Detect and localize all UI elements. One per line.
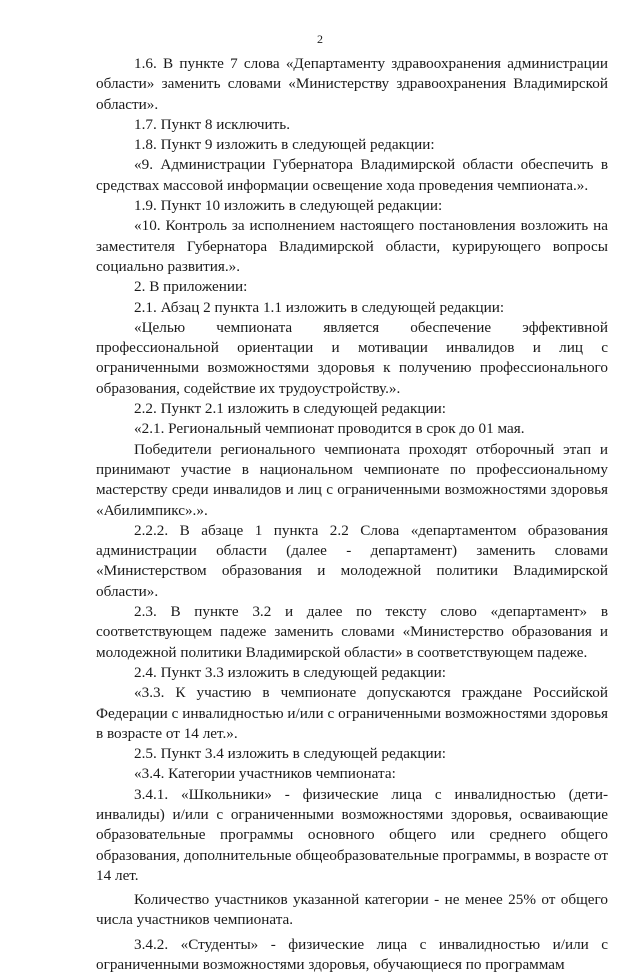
paragraph-2-5: 2.5. Пункт 3.4 изложить в следующей редакции: — [134, 745, 447, 763]
paragraph-2: 2. В приложении: — [134, 278, 248, 296]
paragraph-1-8: 1.8. Пункт 9 изложить в следующей редакции: — [134, 136, 435, 154]
paragraph-3-4-2: 3.4.2. «Студенты» - физические лица с инвалидностью и/или с ограниченными возможностями здоровья, обучающиеся по программам — [96, 935, 608, 974]
page-number: 2 — [317, 32, 323, 46]
paragraph-2-1: 2.1. Абзац 2 пункта 1.1 изложить в следующей редакции: — [134, 298, 505, 316]
paragraph-quota: Количество участников указанной категории - не менее 25% от общего числа участников чемпионата. — [96, 891, 608, 929]
paragraph-1-7: 1.7. Пункт 8 исключить. — [134, 115, 290, 133]
paragraph-1-9: 1.9. Пункт 10 изложить в следующей редакции: — [134, 197, 443, 215]
paragraph-quote-goal: «Целью чемпионата является обеспечение эффективной профессиональной ориентации и мотивации инвалидов и лиц с ограниченными возможностями здоровья к получению профессионального образования, содействие их трудоустройству.». — [96, 318, 608, 397]
paragraph-1-6: 1.6. В пункте 7 слова «Департаменту здравоохранения администрации области» заменить словами «Министерству здравоохранения Владимирской области». — [96, 55, 608, 113]
paragraph-quote-3-3: «3.3. К участию в чемпионате допускаются граждане Российской Федерации с инвалидностью и/или с ограниченными возможностями здоровья в возрасте от 14 лет.». — [96, 684, 608, 742]
paragraph-quote-3-4: «3.4. Категории участников чемпионата: — [134, 765, 396, 783]
paragraph-winners: Победители регионального чемпионата проходят отборочный этап и принимают участие в национальном чемпионате по профессиональному мастерству среди инвалидов и лиц с ограниченными возможностями здоровья «Абилимпикс».». — [96, 440, 608, 519]
document-body — [96, 54, 608, 975]
paragraph-quote-2-1: «2.1. Региональный чемпионат проводится в срок до 01 мая. — [134, 420, 525, 438]
paragraph-2-3: 2.3. В пункте 3.2 и далее по тексту слово «департамент» в соответствующем падеже заменить словами «Министерство образования и молодежной политики Владимирской области» в соответствующем падеже. — [96, 603, 608, 661]
paragraph-quote-10: «10. Контроль за исполнением настоящего постановления возложить на заместителя Губернатора Владимирской области, курирующего вопросы социально развития.». — [96, 217, 608, 275]
paragraph-2-2: 2.2. Пункт 2.1 изложить в следующей редакции: — [134, 400, 447, 418]
paragraph-2-4: 2.4. Пункт 3.3 изложить в следующей редакции: — [134, 663, 447, 681]
paragraph-2-2-2: 2.2.2. В абзаце 1 пункта 2.2 Слова «департаментом образования администрации области (далее - департамент) заменить словами «Министерством образования и молодежной политики Владимирской области». — [96, 521, 608, 600]
paragraph-3-4-1: 3.4.1. «Школьники» - физические лица с инвалидностью (дети-инвалиды) и/или с ограниченными возможностями здоровья, осваивающие образовательные программы основного общего или среднего общего образования, дополнительные общеобразовательные программы, в возрасте от 14 лет. — [96, 785, 608, 884]
paragraph-quote-9: «9. Администрации Губернатора Владимирской области обеспечить в средствах массовой информации освещение хода проведения чемпионата.». — [96, 156, 608, 194]
